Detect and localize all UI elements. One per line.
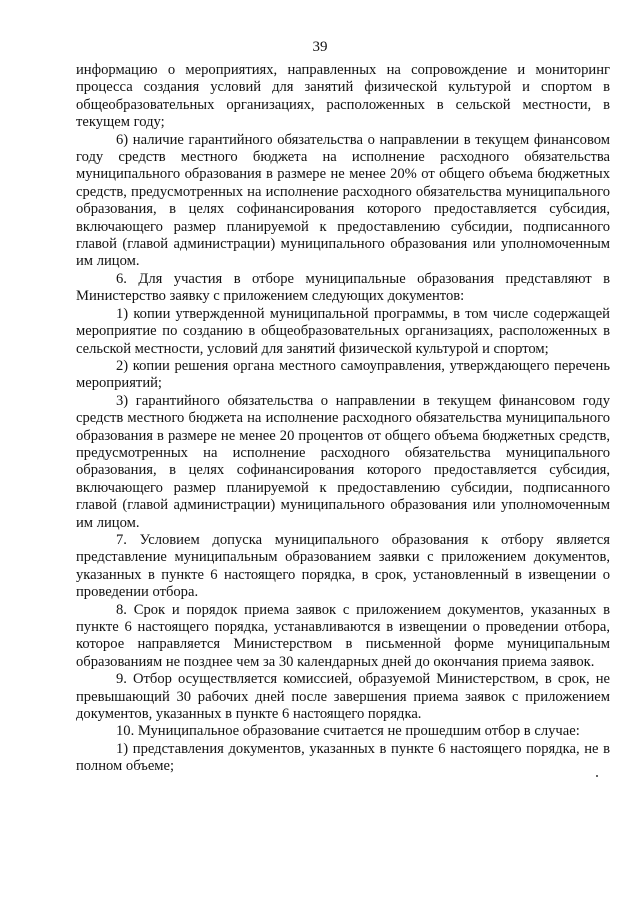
paragraph-clause-7: 7. Условием допуска муниципального образования к отбору является представление муниципальным образованием заявки с приложением документов, указанных в пункте 6 настоящего порядка, в срок, установленный в извещении о проведении отбора. — [76, 531, 610, 601]
paragraph-clause-10: 10. Муниципальное образование считается не прошедшим отбор в случае: — [116, 723, 580, 740]
paragraph-clause-6: 6. Для участия в отборе муниципальные образования представляют в Министерство заявку с приложением следующих документов: — [76, 270, 610, 305]
paragraph-clause-6-item-1: 1) копии утвержденной муниципальной программы, в том числе содержащей мероприятие по созданию в общеобразовательных организациях, расположенных в сельской местности, условий для занятий физической культурой и спортом; — [76, 305, 610, 357]
scan-speck — [596, 775, 598, 777]
paragraph-clause-8: 8. Срок и порядок приема заявок с приложением документов, указанных в пункте 6 настоящего порядка, устанавливаются в извещении о проведении отбора, которое направляется Министерством в письменной форме муниципальным образованиям не позднее чем за 30 календарных дней до окончания приема заявок. — [76, 601, 610, 670]
page-number: 39 — [312, 39, 328, 55]
paragraph-clause-6-item-2: 2) копии решения органа местного самоуправления, утверждающего перечень мероприятий; — [76, 357, 610, 392]
paragraph-clause-6-item-3: 3) гарантийного обязательства о направлении в текущем финансовом году средств местного бюджета на исполнение расходного обязательства муниципального образования в размере не менее 20 процентов от общего объема бюджетных средств, предусмотренных на исполнение расходного обязательства муниципального образования, в целях софинансирования которого предоставляется субсидия, включающего размер планируемой к предоставлению субсидии, подписанного главой (главой администрации) муниципального образования или уполномоченным им лицом. — [76, 392, 610, 531]
document-body — [76, 62, 610, 776]
paragraph-continuation: информацию о мероприятиях, направленных на сопровождение и мониторинг процесса создания условий для занятий физической культурой и спортом в общеобразовательных организациях, расположенных в сельской местности, в текущем году; — [76, 62, 610, 131]
paragraph-clause-9: 9. Отбор осуществляется комиссией, образуемой Министерством, в срок, не превышающий 30 рабочих дней после завершения приема заявок с приложением документов, указанных в пункте 6 настоящего порядка. — [76, 671, 610, 723]
paragraph-clause-10-item-1: 1) представления документов, указанных в пункте 6 настоящего порядка, не в полном объеме; — [76, 740, 610, 775]
paragraph-item-6-guarantee: 6) наличие гарантийного обязательства о направлении в текущем финансовом году средств местного бюджета на исполнение расходного обязательства муниципального образования в размере не менее 20% от общего объема бюджетных средств, предусмотренных на исполнение расходного обязательства муниципального образования, в целях софинансирования которого предоставляется субсидия, включающего размер планируемой к предоставлению субсидии, подписанного главой (главой администрации) муниципального образования или уполномоченным им лицом. — [76, 131, 610, 270]
